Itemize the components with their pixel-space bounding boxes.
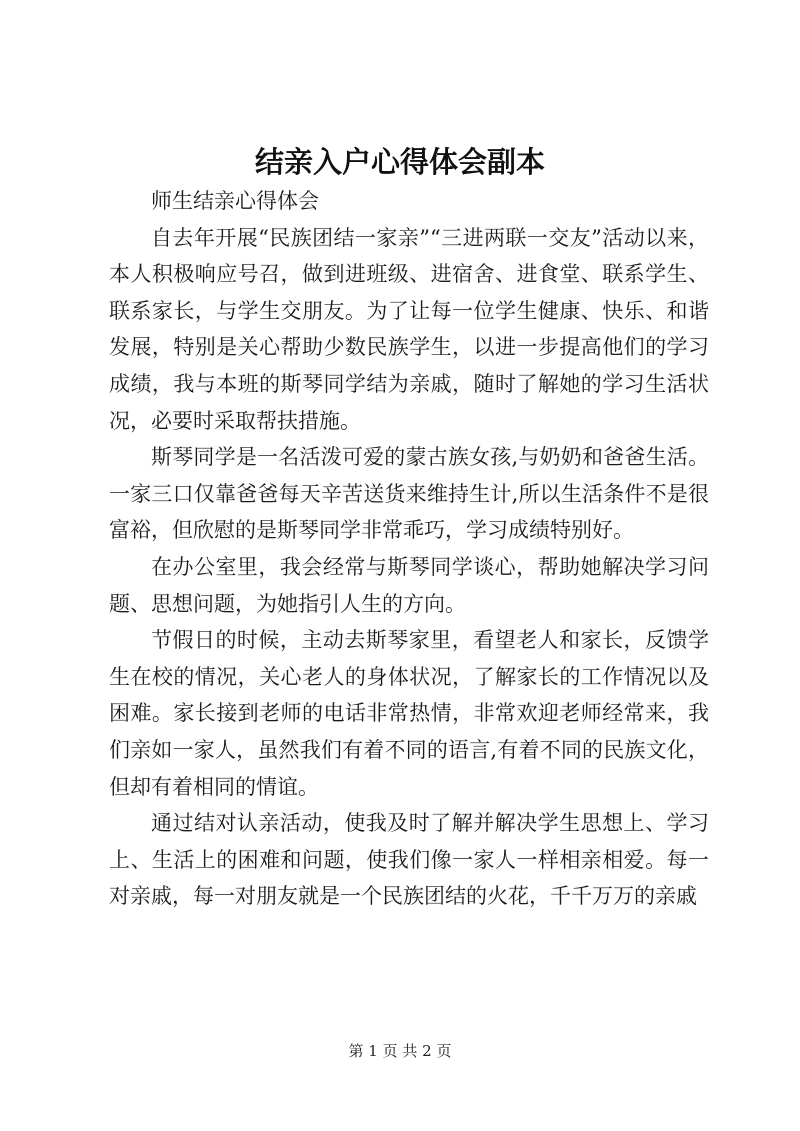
paragraph: 斯琴同学是一名活泼可爱的蒙古族女孩,与奶奶和爸爸生活。一家三口仅靠爸爸每天辛苦送货来维持生计,所以生活条件不是很富裕，但欣慰的是斯琴同学非常乖巧，学习成绩特别好。 <box>109 445 709 543</box>
paragraph: 节假日的时候，主动去斯琴家里，看望老人和家长，反馈学生在校的情况，关心老人的身体状况，了解家长的工作情况以及困难。家长接到老师的电话非常热情，非常欢迎老师经常来，我们亲如一家人，虽然我们有着不同的语言,有着不同的民族文化，但却有着相同的情谊。 <box>109 628 709 799</box>
paragraph: 在办公室里，我会经常与斯琴同学谈心，帮助她解决学习问题、思想问题，为她指引人生的方向。 <box>109 554 709 616</box>
document-subheading: 师生结亲心得体会 <box>151 189 319 213</box>
document-title: 结亲入户心得体会副本 <box>254 145 545 179</box>
paragraph: 通过结对认亲活动，使我及时了解并解决学生思想上、学习上、生活上的困难和问题，使我们像一家人一样相亲相爱。每一对亲戚，每一对朋友就是一个民族团结的火花，千千万万的亲戚 <box>109 811 709 909</box>
document-body <box>109 183 709 915</box>
page-number-footer: 第 1 页 共 2 页 <box>348 1042 452 1060</box>
paragraph: 自去年开展“民族团结一家亲”“三进两联一交友”活动以来，本人积极响应号召，做到进班级、进宿舍、进食堂、联系学生、联系家长，与学生交朋友。为了让每一位学生健康、快乐、和谐发展，特别是关心帮助少数民族学生，以进一步提高他们的学习成绩，我与本班的斯琴同学结为亲戚，随时了解她的学习生活状况，必要时采取帮扶措施。 <box>109 225 709 433</box>
